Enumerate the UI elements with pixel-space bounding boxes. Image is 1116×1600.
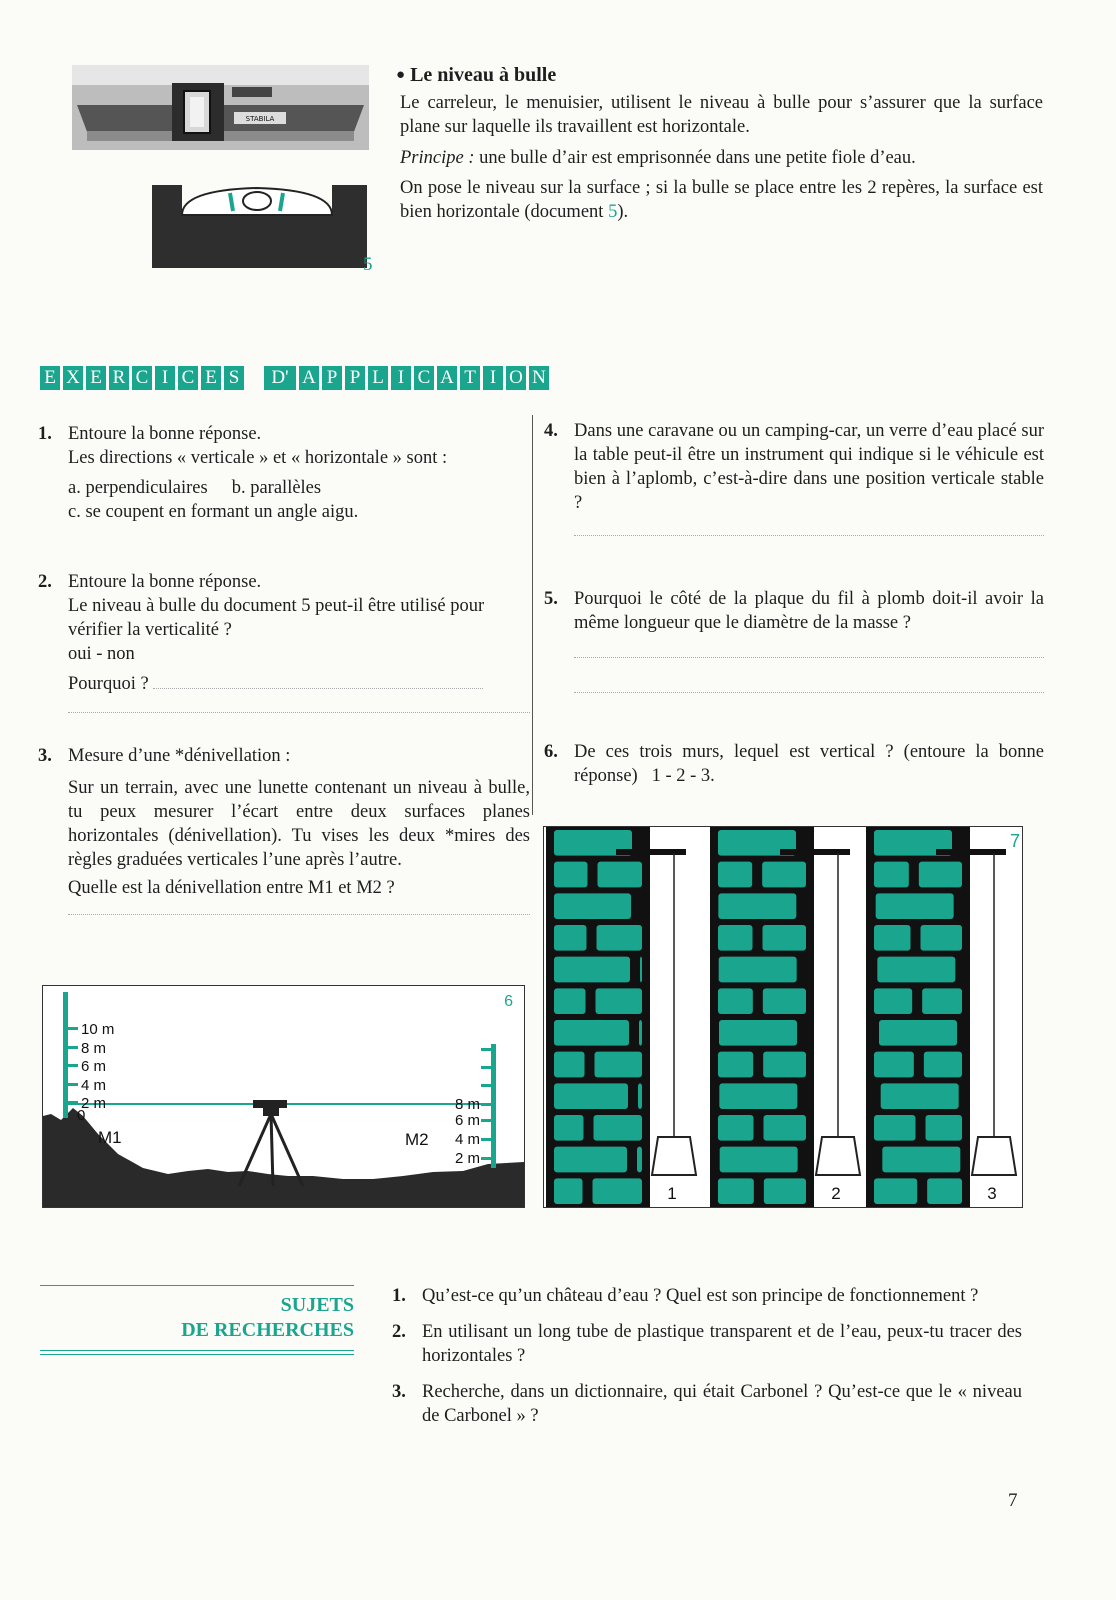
scale-tick	[481, 1066, 491, 1069]
banner-letter: E	[40, 366, 60, 390]
brick	[719, 957, 797, 983]
banner-letter: L	[368, 366, 388, 390]
brick	[554, 1178, 583, 1204]
plumb-weight	[652, 1137, 696, 1175]
research-number: 2.	[392, 1322, 406, 1342]
exercise-6	[544, 740, 1044, 788]
answer-line[interactable]	[574, 692, 1044, 693]
exercise-question: Quelle est la dénivellation entre M1 et M2 ?	[68, 878, 395, 898]
banner-letter: C	[132, 366, 152, 390]
brick	[718, 1178, 754, 1204]
scale-tick	[481, 1084, 491, 1087]
plumb-arm	[936, 849, 1006, 855]
banner-letter: A	[437, 366, 457, 390]
left-scale-label: 2 m	[81, 1095, 107, 1112]
right-scale-label: 6 m	[454, 1112, 480, 1129]
brick	[597, 925, 643, 951]
banner-letter: E	[86, 366, 106, 390]
banner-letter: C	[178, 366, 198, 390]
why-label: Pourquoi ?	[68, 674, 149, 694]
level-section	[396, 64, 1043, 224]
research-item	[392, 1380, 1022, 1428]
research-title-2: DE RECHERCHES	[181, 1319, 354, 1341]
research-heading	[40, 1293, 354, 1343]
brick	[762, 862, 806, 888]
brick	[719, 1083, 797, 1109]
research-rule-bottom	[40, 1350, 354, 1355]
brick	[922, 988, 962, 1014]
left-scale-label: 8 m	[81, 1040, 107, 1057]
brick	[639, 1020, 642, 1046]
brick	[877, 957, 955, 983]
paragraph-1: Le carreleur, le menuisier, utilisent le niveau à bulle pour s’assurer que la surface plane sur laquelle ils travaillent est horizontale.	[400, 93, 1043, 137]
brick	[882, 1147, 960, 1173]
research-title-1: SUJETS	[280, 1294, 354, 1316]
banner-letter	[247, 366, 261, 390]
brick	[924, 1052, 962, 1078]
brick	[637, 1147, 642, 1173]
section-heading	[396, 64, 1043, 87]
level-diagram	[152, 185, 367, 268]
research-list	[392, 1284, 1022, 1440]
exercise-number: 4.	[544, 421, 558, 441]
brick	[719, 1020, 797, 1046]
scale-tick	[481, 1103, 491, 1106]
exercise-number: 2.	[38, 572, 52, 592]
exercise-instruction: Entoure la bonne réponse.	[68, 572, 262, 592]
answer-choices[interactable]: 1 - 2 - 3.	[651, 766, 715, 786]
scale-tick	[481, 1048, 491, 1051]
research-number: 1.	[392, 1286, 406, 1306]
brick	[874, 1115, 916, 1141]
brick	[720, 1147, 798, 1173]
exercise-question: Dans une caravane ou un camping-car, un verre d’eau placé sur la table peut-il être un instrument qui indique si le véhicule est bien à l’aplomb, c’est-à-dire dans une position verticale stable ?	[574, 421, 1044, 513]
right-scale-label: 2 m	[454, 1150, 480, 1167]
exercise-question: Pourquoi le côté de la plaque du fil à plomb doit-il avoir la même longueur que le diamètre de la masse ?	[574, 589, 1044, 633]
doc-number-5: 5	[363, 254, 373, 275]
banner-letter: P	[322, 366, 342, 390]
answer-a[interactable]: a. perpendiculaires	[68, 478, 208, 498]
left-scale-label: 0	[77, 1107, 86, 1124]
banner-letter: X	[63, 366, 83, 390]
m2-label: M2	[405, 1130, 429, 1149]
brick	[874, 988, 912, 1014]
answer-line[interactable]	[68, 914, 530, 915]
brick	[554, 925, 587, 951]
p3-end: ).	[617, 202, 629, 222]
bubble-level-icon	[152, 185, 367, 268]
brick	[763, 1052, 806, 1078]
right-staff-ticks	[455, 1048, 491, 1167]
banner-letter: A	[299, 366, 319, 390]
right-scale-label: 8 m	[454, 1096, 480, 1113]
paragraph-3	[400, 176, 1043, 224]
banner-letter: D'	[264, 366, 296, 390]
scale-tick	[481, 1119, 491, 1122]
brick	[718, 988, 753, 1014]
wall-label: 3	[987, 1184, 997, 1203]
scale-tick	[68, 1101, 78, 1104]
exercise-number: 3.	[38, 746, 52, 766]
brick	[763, 988, 806, 1014]
brick	[594, 1115, 643, 1141]
banner-letter: O	[506, 366, 526, 390]
research-text: En utilisant un long tube de plastique transparent et de l’eau, peux-tu tracer des horizontales ?	[422, 1322, 1022, 1366]
banner-letter: I	[155, 366, 175, 390]
principle-text: une bulle d’air est emprisonnée dans une petite fiole d’eau.	[474, 148, 916, 168]
left-scale-label: 4 m	[81, 1077, 107, 1094]
exercise-number: 6.	[544, 742, 558, 762]
p3-text: On pose le niveau sur la surface ; si la bulle se place entre les 2 repères, la surface est bien horizontale (document	[400, 178, 1043, 222]
banner-letter: I	[483, 366, 503, 390]
exercise-question: Le niveau à bulle du document 5 peut-il être utilisé pour vérifier la verticalité ?	[68, 596, 485, 640]
scale-tick	[68, 1064, 78, 1067]
principle-label: Principe :	[400, 148, 475, 168]
brick	[638, 1083, 642, 1109]
scale-tick	[68, 1046, 78, 1049]
answer-choices[interactable]: oui - non	[68, 644, 135, 664]
answer-line[interactable]	[68, 712, 530, 713]
photo-label: STABILA	[245, 115, 275, 123]
column-divider	[532, 415, 533, 815]
brick	[874, 925, 911, 951]
wall-label: 1	[667, 1184, 677, 1203]
exercise-text: Sur un terrain, avec une lunette contenant un niveau à bulle, tu peux mesurer l’écart entre deux surfaces planes horizontales (dénivellation). Tu vises les deux *mires des règles graduées verticales l’une après l’autre.	[68, 778, 530, 870]
plumb-weight	[816, 1137, 860, 1175]
brick	[879, 1020, 957, 1046]
research-number: 3.	[392, 1382, 406, 1402]
level-photo	[72, 65, 369, 150]
brick	[554, 988, 586, 1014]
brick	[718, 1052, 753, 1078]
wall-label: 2	[831, 1184, 841, 1203]
doc-number-7: 7	[1009, 831, 1020, 851]
left-scale-label: 6 m	[81, 1058, 107, 1075]
plumb-weight	[972, 1137, 1016, 1175]
research-text: Qu’est-ce qu’un château d’eau ? Quel est son principe de fonctionnement ?	[422, 1286, 979, 1306]
brick	[763, 925, 807, 951]
plumb-arm	[616, 849, 686, 855]
walls-diagram	[544, 827, 1022, 1207]
brick	[881, 1083, 959, 1109]
exercise-question: Les directions « verticale » et « horizontale » sont :	[68, 448, 448, 468]
brick	[596, 988, 643, 1014]
brick	[874, 862, 909, 888]
exercise-4	[544, 419, 1044, 536]
brick	[554, 862, 588, 888]
banner-letter: N	[529, 366, 549, 390]
answer-line[interactable]	[153, 688, 483, 689]
scale-tick	[481, 1157, 491, 1160]
exercise-number: 5.	[544, 589, 558, 609]
answer-b[interactable]: b. parallèles	[231, 478, 322, 498]
banner-letter: P	[345, 366, 365, 390]
exercise-1	[38, 422, 530, 524]
brick	[554, 1115, 584, 1141]
exercise-instruction: Entoure la bonne réponse.	[68, 424, 262, 444]
brick	[926, 1115, 963, 1141]
banner-letter: S	[224, 366, 244, 390]
brick	[554, 957, 630, 983]
page-number: 7	[1008, 1490, 1018, 1511]
scale-tick	[481, 1138, 491, 1141]
exercise-question: De ces trois murs, lequel est vertical ? (entoure la bonne réponse)	[574, 742, 1044, 786]
left-scale-label: 10 m	[81, 1021, 115, 1038]
answer-c[interactable]: c. se coupent en formant un angle aigu.	[68, 502, 359, 522]
document-6	[42, 985, 525, 1208]
brick	[554, 1052, 585, 1078]
research-rule-top	[40, 1285, 354, 1286]
research-item	[392, 1320, 1022, 1368]
research-text: Recherche, dans un dictionnaire, qui était Carbonel ? Qu’est-ce que le « niveau de Carbonel » ?	[422, 1382, 1022, 1426]
exercise-3	[38, 744, 530, 915]
paragraph-principle	[400, 146, 1043, 170]
exercise-instruction: Mesure d’une *dénivellation :	[68, 746, 291, 766]
scale-tick	[68, 1027, 78, 1030]
brick	[874, 1052, 914, 1078]
wall-1	[546, 827, 650, 1207]
plumb-arm	[780, 849, 850, 855]
left-staff-ticks	[68, 1021, 114, 1124]
brick	[595, 1052, 643, 1078]
brick	[764, 1178, 806, 1204]
brick	[718, 893, 796, 919]
brick	[554, 893, 631, 919]
banner-letter: R	[109, 366, 129, 390]
banner-letter: I	[391, 366, 411, 390]
scale-tick	[68, 1083, 78, 1086]
brick	[554, 1083, 628, 1109]
wall-3	[866, 827, 970, 1207]
right-scale-label: 4 m	[454, 1131, 480, 1148]
denivellation-diagram	[43, 986, 524, 1207]
wall-2	[710, 827, 814, 1207]
brick	[921, 925, 963, 951]
brick	[764, 1115, 807, 1141]
doc-ref: 5	[608, 202, 618, 222]
exercise-number: 1.	[38, 424, 52, 444]
banner-letter: C	[414, 366, 434, 390]
brick	[718, 1115, 754, 1141]
brick	[593, 1178, 643, 1204]
doc-number-6: 6	[504, 993, 513, 1010]
brick	[718, 925, 753, 951]
exercise-5	[544, 587, 1044, 693]
brick	[874, 1178, 917, 1204]
answer-line[interactable]	[574, 535, 1044, 536]
m1-label: M1	[98, 1128, 122, 1147]
brick	[919, 862, 962, 888]
exercises-banner	[40, 366, 549, 390]
brick	[554, 1147, 627, 1173]
exercise-2	[38, 570, 530, 713]
spirit-level-photo-icon	[72, 65, 369, 150]
research-item	[392, 1284, 1022, 1308]
brick	[640, 957, 642, 983]
document-7	[543, 826, 1023, 1208]
bullet-icon: ●	[396, 67, 406, 83]
brick	[554, 1020, 629, 1046]
brick	[598, 862, 643, 888]
brick	[927, 1178, 962, 1204]
brick	[876, 893, 954, 919]
banner-letter: T	[460, 366, 480, 390]
section-title: Le niveau à bulle	[410, 64, 557, 86]
brick	[718, 862, 752, 888]
banner-letter: E	[201, 366, 221, 390]
answer-line[interactable]	[574, 657, 1044, 658]
